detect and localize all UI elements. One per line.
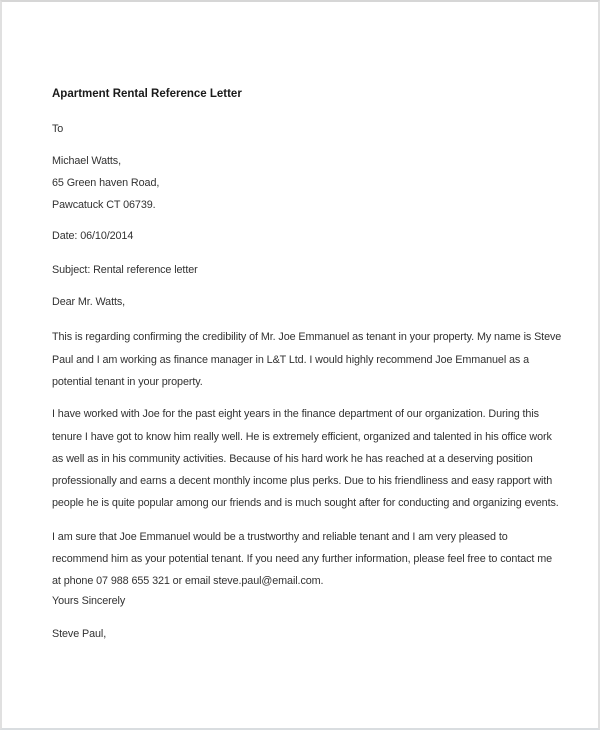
paragraph-recommendation: [52, 403, 562, 514]
recipient-street: 65 Green haven Road,: [52, 176, 160, 189]
paragraph-line: I am sure that Joe Emmanuel would be a trustworthy and reliable tenant and I am very pleased to: [52, 530, 508, 543]
closing: Yours Sincerely: [52, 594, 126, 607]
paragraph-line: tenure I have got to know him really well. He is extremely efficient, organized and talented in his office work: [52, 430, 552, 443]
date-line: Date: 06/10/2014: [52, 230, 134, 243]
salutation: Dear Mr. Watts,: [52, 296, 126, 309]
recipient-city-zip: Pawcatuck CT 06739.: [52, 199, 156, 212]
paragraph-line: professionally and earns a decent monthly income plus perks. Due to his friendliness and easy rapport with: [52, 475, 553, 488]
paragraph-line: This is regarding confirming the credibility of Mr. Joe Emmanuel as tenant in your property. My name is Steve: [52, 331, 562, 344]
paragraph-line: Paul and I am working as finance manager in L&T Ltd. I would highly recommend Joe Emmanuel as a: [52, 353, 530, 366]
subject-line: Subject: Rental reference letter: [52, 263, 198, 276]
letter-title: Apartment Rental Reference Letter: [52, 88, 242, 100]
paragraph-line: people he is quite popular among our friends and is much sought after for conducting and organizing events.: [52, 497, 559, 510]
paragraph-line: as well as in his community activities. Because of his hard work he has reached at a deserving position: [52, 452, 533, 465]
paragraph-line: at phone 07 988 655 321 or email steve.paul@email.com.: [52, 575, 324, 588]
signature: Steve Paul,: [52, 627, 107, 640]
paragraph-line: recommend him as your potential tenant. If you need any further information, please feel free to contact me: [52, 553, 553, 566]
paragraph-contact: [52, 526, 562, 593]
recipient-name: Michael Watts,: [52, 154, 121, 167]
paragraph-line: I have worked with Joe for the past eight years in the finance department of our organization. During this: [52, 408, 539, 421]
recipient-address-block: [52, 150, 562, 217]
paragraph-line: potential tenant in your property.: [52, 375, 203, 388]
paragraph-introduction: [52, 326, 562, 393]
to-label: To: [52, 123, 64, 136]
